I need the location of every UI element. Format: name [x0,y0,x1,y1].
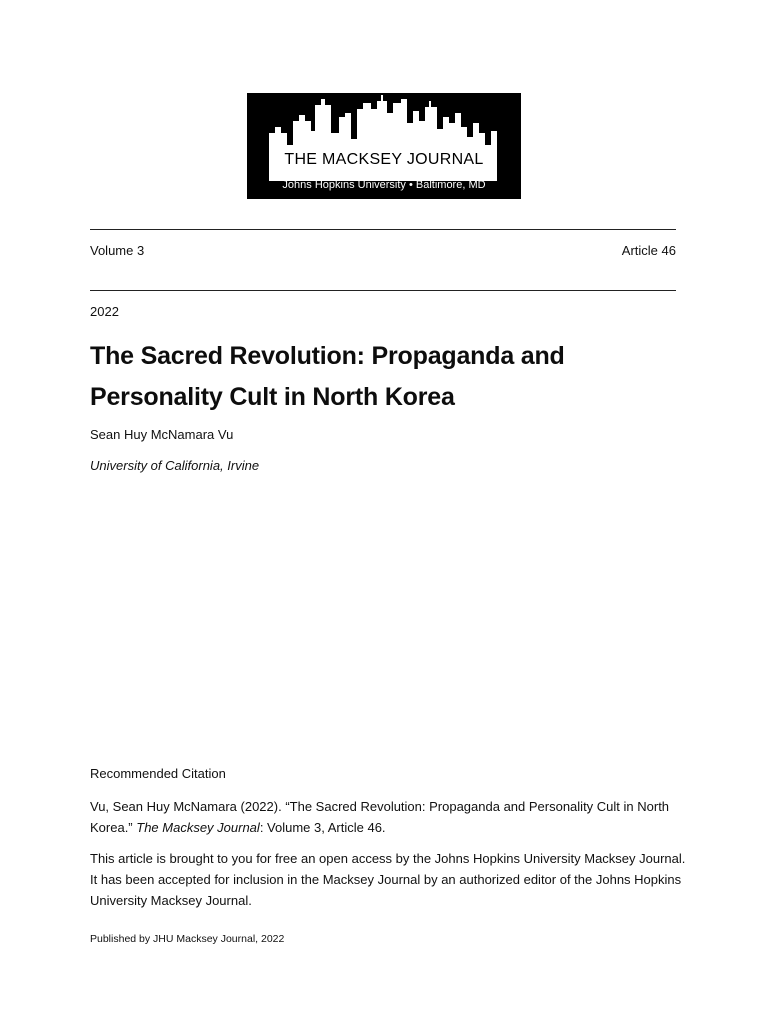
open-access-statement: This article is brought to you for free an open access by the Johns Hopkins University Macksey Journal. It has been accepted for inclusion in the Macksey Journal by an authorized editor of the Johns Hopkins University Macksey Journal. [90,851,686,908]
journal-logo [247,93,521,199]
journal-logo-subtitle: Johns Hopkins University • Baltimore, MD [282,179,486,191]
citation-part-1: Vu, Sean Huy McNamara (2022). “The Sacred Revolution: Propaganda and Personality Cult in North Korea.” [90,799,670,835]
article-title [90,336,690,418]
citation-part-2: : Volume 3, Article 46. [259,820,386,835]
publication-year: 2022 [90,304,119,319]
author-affiliation: University of California, Irvine [90,458,260,473]
author-name: Sean Huy McNamara Vu [90,427,234,442]
article-number: Article 46 [621,243,676,258]
citation-journal-name: The Macksey Journal [136,820,260,835]
top-divider [90,229,676,230]
published-by-footer: Published by JHU Macksey Journal, 2022 [90,933,285,945]
article-title-line-2: Personality Cult in North Korea [90,383,455,411]
volume-label: Volume 3 [90,243,145,258]
journal-logo-title: THE MACKSEY JOURNAL [284,151,484,168]
article-title-line-1: The Sacred Revolution: Propaganda and [90,342,565,370]
recommended-citation-heading: Recommended Citation [90,766,226,781]
middle-divider [90,290,676,291]
citation-text [90,796,682,838]
